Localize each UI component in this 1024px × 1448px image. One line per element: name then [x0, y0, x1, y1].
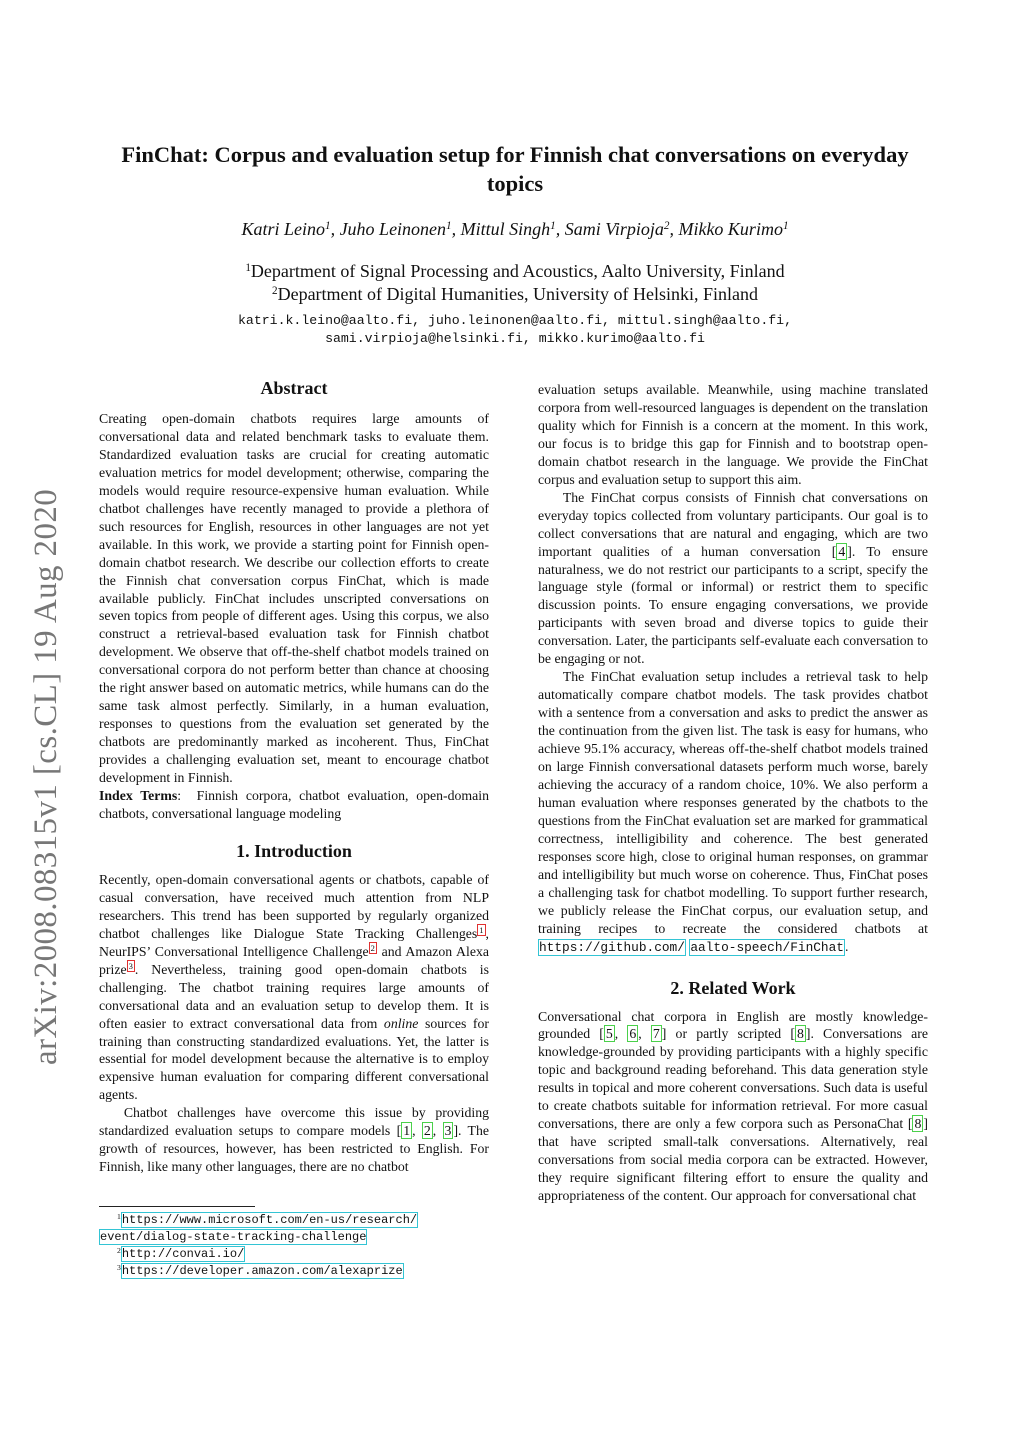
- affil-number: 1: [245, 261, 251, 274]
- index-terms: Index Terms: Finnish corpora, chatbot evaluation, open-domain chatbots, conversational language modeling: [99, 788, 489, 821]
- text-run: Conversational chat corpora in English are mostly knowledge-grounded [: [538, 1008, 928, 1042]
- citation-link[interactable]: 3: [444, 1123, 452, 1139]
- text-run: The FinChat corpus consists of Finnish chat conversations on everyday topics collected from voluntary participants. Our goal is to collect conversations that are natural and engaging, which are two important qualities of a human conversation [: [538, 489, 928, 559]
- intro-heading: 1. Introduction: [236, 840, 352, 861]
- citation-link[interactable]: 7: [652, 1026, 660, 1042]
- footnote: [99, 1245, 489, 1262]
- affil-number: 2: [272, 284, 278, 297]
- text-run: ]. The growth of resources, however, has been restricted to English. For Finnish, like many other languages, there are no chatbot: [99, 1123, 490, 1175]
- author-affil-mark: 1: [550, 219, 556, 232]
- affil-text: Department of Digital Humanities, University of Helsinki, Finland: [277, 284, 758, 304]
- intro-paragraph-4: [538, 489, 928, 669]
- footnote-url[interactable]: https://developer.amazon.com/alexaprize: [121, 1264, 403, 1278]
- text-run: and Amazon Alexa prize: [99, 943, 489, 977]
- text-run: .: [844, 938, 849, 954]
- abstract-text: Creating open-domain chatbots requires large amounts of conversational data and related benchmark tasks to evaluate them. Standardized evaluation tasks are crucial for creating automatic evaluation metrics for model development; otherwise, comparing the models would require resource-expensive human evaluation. While chatbot challenges have recently managed to provide a plethora of such resources for English, resources in other languages are not yet available. In this work, we provide a starting point for Finnish open-domain chatbot research. We describe our collection efforts to create the Finnish chat conversation corpus FinChat, which is made available publicly. FinChat includes unscripted conversations on seven topics from people of different ages. Using this corpus, we also construct a retrieval-based evaluation task for Finnish chatbot development. We observe that off-the-shelf chatbot models trained on conversational corpora do not perform better than chance at choosing the right answer based on automatic metrics, while humans can do the same task almost perfectly. Similarly, in a human evaluation, responses to questions from the evaluation set generated by the chatbots are predominantly marked as incoherent. Thus, FinChat provides a challenging evaluation set, meant to encourage chatbot development in Finnish.: [99, 411, 489, 786]
- emphasis: online: [383, 1015, 419, 1031]
- email-line: katri.k.leino@aalto.fi, juho.leinonen@aalto.fi, mittul.singh@aalto.fi,: [238, 313, 792, 328]
- footnote-link[interactable]: 1: [479, 925, 484, 936]
- related-work-heading: 2. Related Work: [670, 977, 796, 998]
- footnote-link[interactable]: 2: [370, 943, 375, 954]
- citation-link[interactable]: 1: [403, 1123, 411, 1139]
- author: Sami Virpioja: [564, 219, 664, 239]
- github-link[interactable]: aalto-speech/FinChat: [690, 939, 844, 955]
- footnote-url[interactable]: http://convai.io/: [121, 1247, 245, 1261]
- citation-link[interactable]: 8: [796, 1026, 804, 1042]
- paper-title: FinChat: Corpus and evaluation setup for Finnish chat conversations on everyday topics: [121, 142, 909, 196]
- author: Juho Leinonen: [339, 219, 447, 239]
- footnote-number: 3: [117, 1262, 121, 1272]
- index-terms-label: Index Terms: [99, 788, 178, 804]
- intro-paragraph-2: Chatbot challenges have overcome this issue by providing standardized evaluation setups to compare models [ 1 , 2 , 3 ]. The growth of resources, however, has been restricted to English. For Finnish, like many other languages, there are no chatbot: [99, 1105, 490, 1175]
- footnote: [99, 1211, 489, 1228]
- citation-link[interactable]: 2: [423, 1123, 431, 1139]
- footnote-number: 2: [117, 1245, 121, 1255]
- intro-paragraph-3: evaluation setups available. Meanwhile, using machine translated corpora from well-resourced languages is dependent on the translation quality which for Finnish is a concern at the moment. In this work, our focus is to bridge this gap for Finnish and to bootstrap open-domain chatbot research in the language. We provide the FinChat corpus and evaluation setup to support this aim.: [538, 382, 928, 487]
- affiliation: [100, 283, 930, 306]
- left-column: [99, 376, 489, 1176]
- footnote-url[interactable]: event/dialog-state-tracking-challenge: [100, 1230, 367, 1244]
- author-affil-mark: 2: [663, 219, 670, 232]
- footnote-number: 1: [117, 1211, 121, 1221]
- author-affil-mark: 1: [782, 219, 789, 232]
- arxiv-stamp: arXiv:2008.08315v1 [cs.CL] 19 Aug 2020: [28, 488, 64, 1065]
- intro-paragraph-5: [538, 668, 928, 956]
- citation-link[interactable]: 8: [914, 1116, 922, 1132]
- footnote-url[interactable]: https://www.microsoft.com/en-us/research/: [121, 1213, 418, 1227]
- text-run: . Nevertheless, training good open-domain chatbots is challenging. The chatbot training requires large amounts of conversational data and an evaluation setup to develop them. It is often easier to extract conversational data from: [99, 961, 489, 1031]
- email-line: sami.virpioja@helsinki.fi, mikko.kurimo@aalto.fi: [325, 331, 705, 346]
- text-run: , NeurIPS’ Conversational Intelligence Challenge: [99, 925, 489, 959]
- right-column: [538, 381, 928, 1205]
- author: Mittul Singh: [460, 219, 551, 239]
- author-list: Katri Leino$^1$, Juho Leinonen$^1$, Mittul Singh$^1$, Sami Virpioja$^2$, Mikko Kurimo$^1$: [241, 219, 789, 239]
- affil-text: Department of Signal Processing and Acoustics, Aalto University, Finland: [250, 261, 785, 281]
- intro-paragraph-1: [99, 871, 489, 1104]
- text-run: ] or partly scripted [: [661, 1026, 795, 1042]
- footnotes: [99, 1206, 489, 1279]
- text-run: Recently, open-domain conversational agents or chatbots, capable of casual conversation, have received much attention from NLP researchers. This trend has been supported by regularly organized chatbot challenges like Dialogue State Tracking Challenges: [99, 871, 489, 941]
- citation-link[interactable]: 5: [605, 1026, 613, 1042]
- text-run: sources for training than constructing standardized evaluations. Yet, the latter is essential for model development because the alternative is to employ expensive human evaluation for comparing different conversational agents.: [99, 1015, 489, 1103]
- author: Katri Leino: [241, 219, 325, 239]
- affiliation: [100, 260, 930, 283]
- author-affil-mark: 1: [446, 219, 452, 232]
- text-run: The FinChat evaluation setup includes a retrieval task to help automatically compare chatbot models. The task provides chatbot with a sentence from a conversation and asks to predict the answer as the continuation from the given list. The task is easy for humans, who achieve 95.1% accuracy, whereas off-the-shelf chatbot models trained on large Finnish conversational datasets perform much worse, barely achieving the accuracy of a random choice, 10%. We also perform a human evaluation where responses generated by the chatbots to the questions from the FinChat evaluation set are marked for grammatical correctness, intelligibility and coherence. The best generated responses score high, close to original human responses, on grammar and intelligibility but much worse on coherence. Thus, FinChat poses a challenging task for chatbot modelling. To support further research, we publicly release the FinChat corpus, our evaluation setup, and training recipes to recreate the considered chatbots at: [538, 669, 928, 936]
- footnote-rule: [99, 1206, 255, 1207]
- footnote-link[interactable]: 3: [128, 960, 133, 971]
- author-affil-mark: 1: [324, 219, 331, 232]
- author: Mikko Kurimo: [678, 219, 783, 239]
- abstract-heading: Abstract: [260, 378, 328, 398]
- index-terms-text: Finnish corpora, chatbot evaluation, open-domain chatbots, conversational language modeling: [99, 788, 489, 821]
- footnote: [99, 1262, 489, 1279]
- citation-link[interactable]: 4: [838, 543, 846, 559]
- text-run: Chatbot challenges have overcome this issue by providing standardized evaluation setups to compare models [: [99, 1105, 489, 1139]
- email-list: [100, 312, 930, 348]
- text-run: ]. To ensure naturalness, we do not restrict our participants to a script, specify the language style (formal or informal) or restrict them to specific discussion points. To ensure engaging conversations, we provide participants with seven broad and diverse topics to guide their conversation. Later, the participants self-evaluate each conversation to be engaging or not.: [538, 543, 928, 667]
- github-link[interactable]: https://github.com/: [539, 939, 685, 955]
- citation-link[interactable]: 6: [629, 1026, 637, 1042]
- related-paragraph-1: Conversational chat corpora in English are mostly knowledge-grounded [ 5 , 6 , 7 ] or partly scripted [ 8 ]. Conversations are knowledge-grounded by providing participants with a highly specific topic and background reading beforehand. This data generation style results in topical and more coherent conversations. Such data is useful to create chatbots suitable for information retrieval. For more casual conversations, there are only a few corpora such as PersonaChat [ 8 ] that have scripted small-talk conversations. Alternatively, real conversations from social media corpora can be extracted. However, they require significant filtering effort to ensure the quality and appropriateness of the content. Our approach for conversational chat: [538, 1008, 928, 1204]
- text-run: ] that have scripted small-talk conversations. Alternatively, real conversations from social media corpora can be extracted. However, they require significant filtering effort to ensure the quality and appropriateness of the content. Our approach for conversational chat: [538, 1116, 928, 1204]
- affiliations: [100, 260, 930, 306]
- text-run: ]. Conversations are knowledge-grounded by providing participants with a highly specific topic and background reading beforehand. This data generation style results in topical and more coherent conversations. Such data is useful to create chatbots suitable for information retrieval. For more casual conversations, there are only a few corpora such as PersonaChat [: [538, 1026, 928, 1132]
- footnote-continuation: [99, 1228, 489, 1245]
